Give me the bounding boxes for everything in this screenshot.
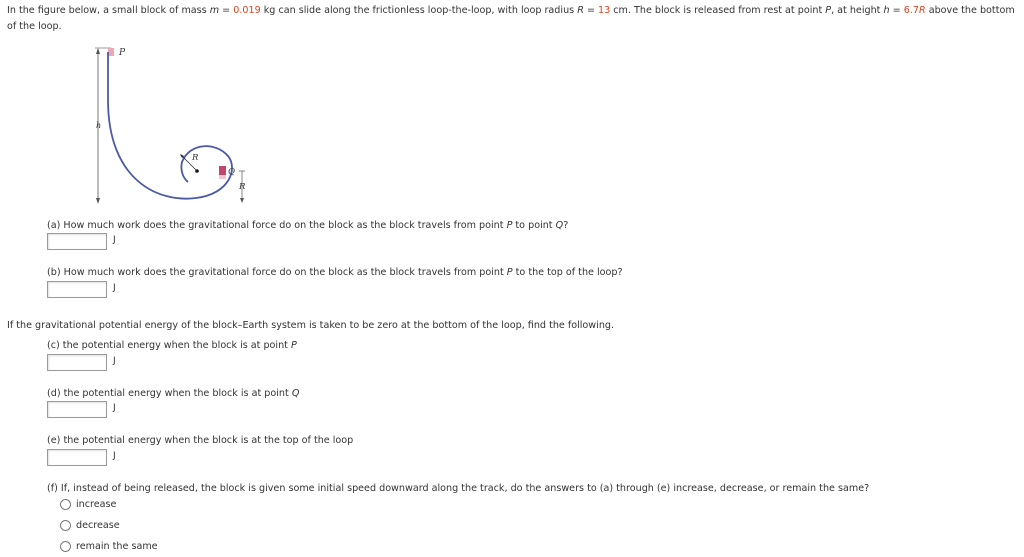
radio-increase[interactable] bbox=[60, 499, 71, 510]
problem-statement bbox=[7, 3, 1021, 34]
intro-text: = bbox=[889, 5, 904, 16]
answer-e-input[interactable] bbox=[47, 449, 107, 466]
mass-value: 0.019 bbox=[233, 5, 261, 16]
label-r-radius: R bbox=[192, 153, 199, 163]
intro-text: cm. The block is released from rest at point bbox=[610, 5, 826, 16]
question-f: (f) If, instead of being released, the block is given some initial speed downward along the track, do the answers to (a) through (e) increase, decrease, or remain the same? bbox=[47, 483, 870, 494]
label-q: Q bbox=[228, 167, 235, 177]
intro-text: In the figure below, a small block of mass bbox=[7, 5, 210, 16]
option-remain-same-label: remain the same bbox=[76, 541, 158, 552]
question-a-text: ? bbox=[563, 220, 569, 231]
answer-d-unit: J bbox=[113, 403, 116, 413]
intro-text: = bbox=[583, 5, 599, 16]
section-instruction: If the gravitational potential energy of the block–Earth system is taken to be zero at the bottom of the loop, find the following. bbox=[7, 320, 615, 331]
point-q-symbol: Q bbox=[555, 220, 564, 231]
intro-text: = bbox=[219, 5, 234, 16]
block-at-p bbox=[108, 48, 114, 56]
question-b-text: (b) How much work does the gravitational force do on the block as the block travels from point bbox=[47, 267, 507, 278]
intro-text: kg can slide along the frictionless loop-the-loop, with loop radius bbox=[260, 5, 578, 16]
question-c-text: (c) the potential energy when the block is at point bbox=[47, 340, 291, 351]
question-d bbox=[47, 388, 299, 399]
answer-a-input[interactable] bbox=[47, 233, 107, 250]
label-p: P bbox=[119, 48, 126, 58]
label-r-height: R bbox=[239, 182, 246, 192]
loop-the-loop-figure bbox=[88, 40, 258, 210]
option-remain-same[interactable] bbox=[60, 541, 158, 552]
radio-decrease[interactable] bbox=[60, 520, 71, 531]
point-p-symbol: P bbox=[291, 340, 297, 351]
track bbox=[108, 52, 232, 199]
answer-c-input[interactable] bbox=[47, 354, 107, 371]
option-decrease-label: decrease bbox=[76, 520, 120, 531]
question-a bbox=[47, 220, 568, 231]
block-shadow bbox=[219, 175, 226, 179]
height-arrow-top bbox=[96, 48, 100, 54]
answer-b-unit: J bbox=[113, 283, 116, 293]
question-d-text: (d) the potential energy when the block is at point bbox=[47, 388, 292, 399]
answer-d-input[interactable] bbox=[47, 401, 107, 418]
question-b bbox=[47, 267, 623, 278]
intro-text: , at height bbox=[831, 5, 884, 16]
answer-e-unit: J bbox=[113, 451, 116, 461]
option-decrease[interactable] bbox=[60, 520, 120, 531]
height-value bbox=[904, 5, 926, 16]
question-c bbox=[47, 340, 297, 351]
answer-a-unit: J bbox=[113, 235, 116, 245]
point-p-symbol: P bbox=[506, 220, 513, 231]
option-increase[interactable] bbox=[60, 499, 116, 510]
block-at-q bbox=[219, 166, 226, 175]
answer-c-unit: J bbox=[113, 356, 116, 366]
height-multiplier: 6.7 bbox=[903, 5, 919, 16]
question-a-text: (a) How much work does the gravitational force do on the block as the block travels from point bbox=[47, 220, 507, 231]
mass-symbol: m bbox=[209, 5, 220, 16]
radio-remain-same[interactable] bbox=[60, 541, 71, 552]
intro-text: above the bottom of the loop. bbox=[7, 5, 1015, 32]
height-symbol: h bbox=[883, 5, 890, 16]
point-p-symbol: P bbox=[506, 267, 513, 278]
question-b-text: to the top of the loop? bbox=[512, 267, 623, 278]
question-e: (e) the potential energy when the block is at the top of the loop bbox=[47, 435, 354, 446]
option-increase-label: increase bbox=[76, 499, 117, 510]
height-radius-symbol: R bbox=[918, 5, 926, 16]
point-p-symbol: P bbox=[825, 5, 832, 16]
radius-value: 13 bbox=[598, 5, 611, 16]
question-a-text: to point bbox=[512, 220, 556, 231]
height-arrow-bottom bbox=[96, 198, 100, 204]
radius-symbol: R bbox=[577, 5, 584, 16]
label-h: h bbox=[96, 121, 102, 130]
point-q-symbol: Q bbox=[291, 388, 300, 399]
answer-b-input[interactable] bbox=[47, 281, 107, 298]
r-height-arrow bbox=[240, 198, 244, 203]
